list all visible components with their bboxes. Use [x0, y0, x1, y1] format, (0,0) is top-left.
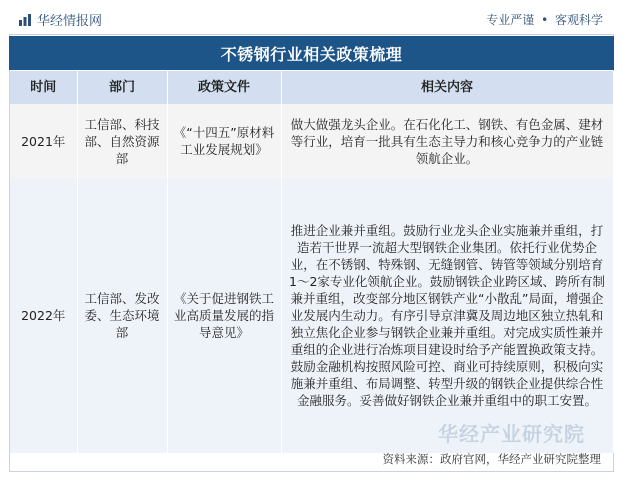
top-bar — [0, 0, 623, 36]
table-title: 不锈钢行业相关政策梳理 — [9, 36, 614, 70]
policy-table — [10, 71, 614, 453]
slogan — [486, 11, 603, 28]
cell-document: 《关于促进钢铁工业高质量发展的指导意见》 — [167, 178, 281, 453]
column-header-time: 时间 — [10, 71, 77, 104]
table-row — [10, 178, 613, 453]
chart-bars-icon — [18, 13, 32, 27]
slogan-separator: • — [541, 13, 549, 27]
slogan-right: 客观科学 — [554, 13, 603, 27]
cell-department: 工信部、科技部、自然资源部 — [77, 104, 167, 178]
cell-content: 做大做强龙头企业。在石化化工、钢铁、有色金属、建材等行业，培育一批具有生态主导力和核心竞争力的产业链领航企业。 — [281, 104, 613, 178]
column-header-department: 部门 — [77, 71, 167, 104]
cell-time: 2021年 — [10, 104, 77, 178]
column-header-document: 政策文件 — [167, 71, 281, 104]
source-note: 资料来源：政府官网，华经产业研究院整理 — [382, 452, 601, 466]
cell-document: 《“十四五”原材料工业发展规划》 — [167, 104, 281, 178]
brand-name: 华经情报网 — [37, 14, 103, 29]
cell-content: 推进企业兼并重组。鼓励行业龙头企业实施兼并重组，打造若干世界一流超大型钢铁企业集团。依托行业优势企业，在不锈钢、特殊钢、无缝钢管、铸管等领域分别培育1～2家专业化领航企业。鼓励钢铁企业跨区域、跨所有制兼并重组，改变部分地区钢铁产业“小散乱”局面，增强企业发展内生动力。有序引导京津冀及周边地区独立热轧和独立焦化企业参与钢铁企业兼并重组。对完成实质性兼并重组的企业进行冶炼项目建设时给予产能置换政策支持。鼓励金融机构按照风险可控、商业可持续原则，积极向实施兼并重组、布局调整、转型升级的钢铁企业提供综合性金融服务。妥善做好钢铁企业兼并重组中的职工安置。 — [281, 178, 613, 453]
brand[interactable] — [18, 10, 102, 29]
cell-department: 工信部、发改委、生态环境部 — [77, 178, 167, 453]
slogan-left: 专业严谨 — [486, 13, 535, 27]
cell-time: 2022年 — [10, 178, 77, 453]
table-row — [10, 104, 613, 178]
watermark: 华经产业研究院 — [438, 422, 585, 446]
column-header-content: 相关内容 — [281, 71, 613, 104]
table-header-row — [10, 71, 613, 104]
